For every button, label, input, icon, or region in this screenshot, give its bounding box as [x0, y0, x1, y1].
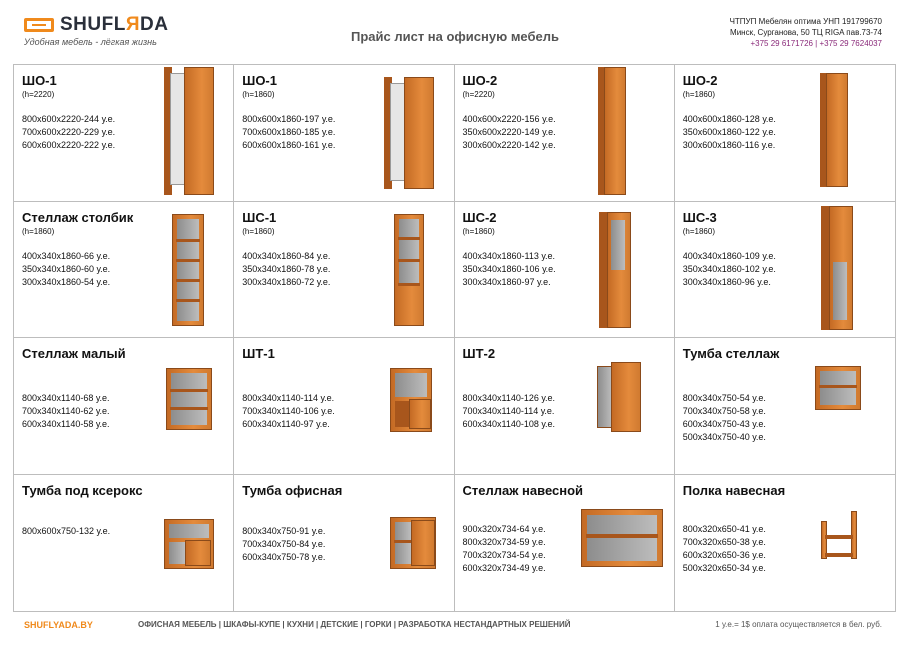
- product-name: ШО-2: [682, 73, 718, 88]
- price-line: 350x340x1860-78 у.е.: [242, 263, 331, 274]
- price-line: 800x340x750-91 у.е.: [242, 525, 326, 536]
- product-cell: [455, 338, 675, 475]
- price-line: 900x320x734-64 у.е.: [462, 523, 546, 534]
- product-height: (h=1860): [462, 226, 495, 236]
- product-cell: [14, 475, 234, 612]
- price-line: 600x340x1140-58 у.е.: [22, 419, 110, 429]
- price-line: 500x320x650-34 у.е.: [682, 562, 766, 573]
- product-prices: [22, 113, 115, 152]
- page-title: Прайс лист на офисную мебель: [350, 29, 560, 44]
- copier-stand-image: [164, 519, 214, 569]
- price-line: 350x600x2220-149 у.е.: [462, 127, 556, 137]
- price-line: 800x600x750-132 у.е.: [22, 525, 111, 536]
- footer-note: 1 у.е.= 1$ оплата осуществляется в бел. руб.: [715, 620, 882, 629]
- product-name: Стеллаж навесной: [462, 482, 584, 498]
- logo-text: SHUFLЯDA: [60, 14, 169, 35]
- product-name: Тумба офисная: [242, 482, 343, 498]
- product-prices: [242, 250, 330, 289]
- product-prices: [683, 113, 776, 152]
- product-name: ШО-1: [242, 73, 277, 88]
- product-cell: [234, 202, 454, 339]
- product-cell: [234, 65, 454, 202]
- product-name: Стеллаж малый: [22, 346, 126, 361]
- product-cell: [675, 65, 895, 202]
- price-line: 300x340x1860-97 у.е.: [462, 276, 551, 287]
- product-name: Тумба под ксерокс: [22, 482, 143, 498]
- price-line: 400x340x1860-109 у.е.: [682, 250, 776, 261]
- low-cabinet-image: [390, 368, 432, 432]
- price-grid: [13, 64, 896, 612]
- wall-shelf-image: [581, 509, 663, 567]
- logo-slogan: Удобная мебель - лёгкая жизнь: [24, 37, 157, 47]
- price-line: 400x600x2220-156 у.е.: [462, 114, 556, 124]
- product-prices: [463, 250, 556, 289]
- contacts-phones: +375 29 6171726 | +375 29 7624037: [750, 39, 882, 48]
- price-line: 300x600x1860-116 у.е.: [682, 140, 776, 150]
- price-line: 400x600x1860-128 у.е.: [682, 114, 776, 124]
- price-line: 600x340x1140-97 у.е.: [242, 419, 330, 429]
- product-height: (h=1860): [242, 226, 275, 236]
- page-header: [0, 0, 910, 64]
- price-line: 600x340x1140-108 у.е.: [462, 419, 556, 429]
- cabinet-shelf-image: [821, 206, 853, 330]
- product-prices: [683, 523, 766, 575]
- footer-menu: ОФИСНАЯ МЕБЕЛЬ | ШКАФЫ-КУПЕ | КУХНИ | ДЕТСКИЕ | ГОРКИ | РАЗРАБОТКА НЕСТАНДАРТНЫХ РЕШЕНИЙ: [138, 620, 571, 629]
- cabinet-shelf-image: [394, 214, 424, 326]
- price-line: 800x340x1140-126 у.е.: [462, 393, 556, 403]
- office-stand-image: [390, 517, 436, 569]
- narrow-wardrobe-image: [598, 67, 626, 195]
- price-line: 800x600x2220-244 у.е.: [22, 114, 116, 124]
- product-prices: [242, 525, 325, 564]
- contacts-address: Минск, Сурганова, 50 ТЦ RIGA пав.73-74: [730, 28, 882, 37]
- price-line: 300x600x2220-142 у.е.: [462, 140, 556, 150]
- product-name: ШО-2: [462, 73, 498, 88]
- wardrobe-image: [164, 67, 214, 195]
- product-cell: [455, 475, 675, 612]
- product-name: Тумба стеллаж: [682, 346, 780, 361]
- price-line: 350x340x1860-102 у.е.: [682, 263, 776, 274]
- price-line: 600x600x2220-222 у.е.: [22, 140, 116, 150]
- price-line: 800x600x1860-197 у.е.: [242, 114, 336, 124]
- product-cell: [675, 202, 895, 339]
- product-prices: [463, 113, 556, 152]
- product-name: ШО-1: [22, 73, 57, 88]
- product-height: (h=1860): [242, 90, 275, 99]
- cabinet-shelf-image: [599, 212, 631, 328]
- price-line: 700x340x1140-106 у.е.: [242, 406, 335, 416]
- product-cell: [455, 65, 675, 202]
- price-line: 700x320x650-38 у.е.: [682, 536, 766, 547]
- product-prices: [22, 250, 110, 289]
- product-name: Полка навесная: [682, 482, 786, 498]
- price-line: 300x340x1860-54 у.е.: [22, 276, 111, 287]
- price-line: 800x340x750-54 у.е.: [682, 393, 766, 403]
- low-cabinet-image: [597, 362, 641, 432]
- price-line: 700x340x750-84 у.е.: [242, 538, 326, 549]
- product-prices: [463, 392, 556, 431]
- price-line: 300x340x1860-72 у.е.: [242, 276, 331, 287]
- product-prices: [22, 392, 110, 431]
- price-line: 500x340x750-40 у.е.: [682, 432, 766, 442]
- product-cell: [14, 65, 234, 202]
- price-line: 700x600x1860-185 у.е.: [242, 127, 336, 137]
- price-line: 400x340x1860-66 у.е.: [22, 250, 111, 261]
- price-line: 700x340x750-58 у.е.: [682, 406, 766, 416]
- product-name: ШТ-1: [242, 346, 275, 361]
- product-height: (h=2220): [22, 90, 55, 99]
- contacts-company: ЧТПУП Мебелян оптима УНП 191799670: [729, 17, 882, 26]
- price-line: 400x340x1860-113 у.е.: [462, 250, 556, 261]
- contacts-block: [730, 16, 882, 49]
- narrow-wardrobe-image: [820, 73, 848, 187]
- price-line: 300x340x1860-96 у.е.: [682, 276, 771, 287]
- product-prices: [683, 392, 766, 444]
- product-name: ШС-3: [682, 209, 717, 225]
- product-height: (h=1860): [682, 226, 715, 236]
- product-prices: [242, 392, 335, 431]
- product-cell: [234, 338, 454, 475]
- price-line: 700x340x1140-62 у.е.: [22, 406, 110, 416]
- product-name: ШС-1: [242, 209, 277, 225]
- product-prices: [242, 113, 335, 152]
- price-line: 800x340x1140-114 у.е.: [242, 393, 335, 403]
- price-line: 800x320x734-59 у.е.: [462, 536, 546, 547]
- price-line: 700x600x2220-229 у.е.: [22, 127, 116, 137]
- product-name: ШС-2: [462, 209, 497, 225]
- price-line: 800x340x1140-68 у.е.: [22, 393, 110, 403]
- product-height: (h=2220): [462, 90, 495, 99]
- price-line: 350x340x1860-60 у.е.: [22, 263, 111, 274]
- footer-site-link[interactable]: SHUFLYADA.BY: [24, 620, 93, 630]
- bookcase-image: [172, 214, 204, 326]
- price-line: 400x340x1860-84 у.е.: [242, 250, 331, 261]
- product-prices: [463, 523, 546, 575]
- wardrobe-image: [384, 77, 434, 189]
- price-line: 600x340x750-43 у.е.: [682, 419, 766, 429]
- product-cell: [675, 338, 895, 475]
- product-height: (h=1860): [22, 226, 55, 236]
- product-cell: [14, 202, 234, 339]
- price-line: 700x340x1140-114 у.е.: [462, 406, 555, 416]
- product-cell: [14, 338, 234, 475]
- cabinet-stand-image: [815, 366, 861, 410]
- price-line: 600x340x750-78 у.е.: [242, 551, 326, 562]
- page-footer: [0, 612, 910, 648]
- product-cell: [234, 475, 454, 612]
- price-line: 600x600x1860-161 у.е.: [242, 140, 336, 150]
- product-height: (h=1860): [682, 90, 715, 99]
- hanging-shelf-image: [821, 511, 857, 559]
- product-prices: [683, 250, 776, 289]
- low-bookcase-image: [166, 368, 212, 430]
- price-line: 700x320x734-54 у.е.: [462, 549, 546, 560]
- product-cell: [675, 475, 895, 612]
- product-name: ШТ-2: [462, 346, 496, 361]
- product-prices: [22, 525, 110, 538]
- product-cell: [455, 202, 675, 339]
- price-line: 350x600x1860-122 у.е.: [682, 127, 776, 137]
- price-line: 350x340x1860-106 у.е.: [462, 263, 556, 274]
- price-line: 600x320x650-36 у.е.: [682, 549, 766, 560]
- product-name: Стеллаж столбик: [22, 209, 134, 225]
- price-line: 800x320x650-41 у.е.: [682, 523, 766, 534]
- price-line: 600x320x734-49 у.е.: [462, 562, 546, 573]
